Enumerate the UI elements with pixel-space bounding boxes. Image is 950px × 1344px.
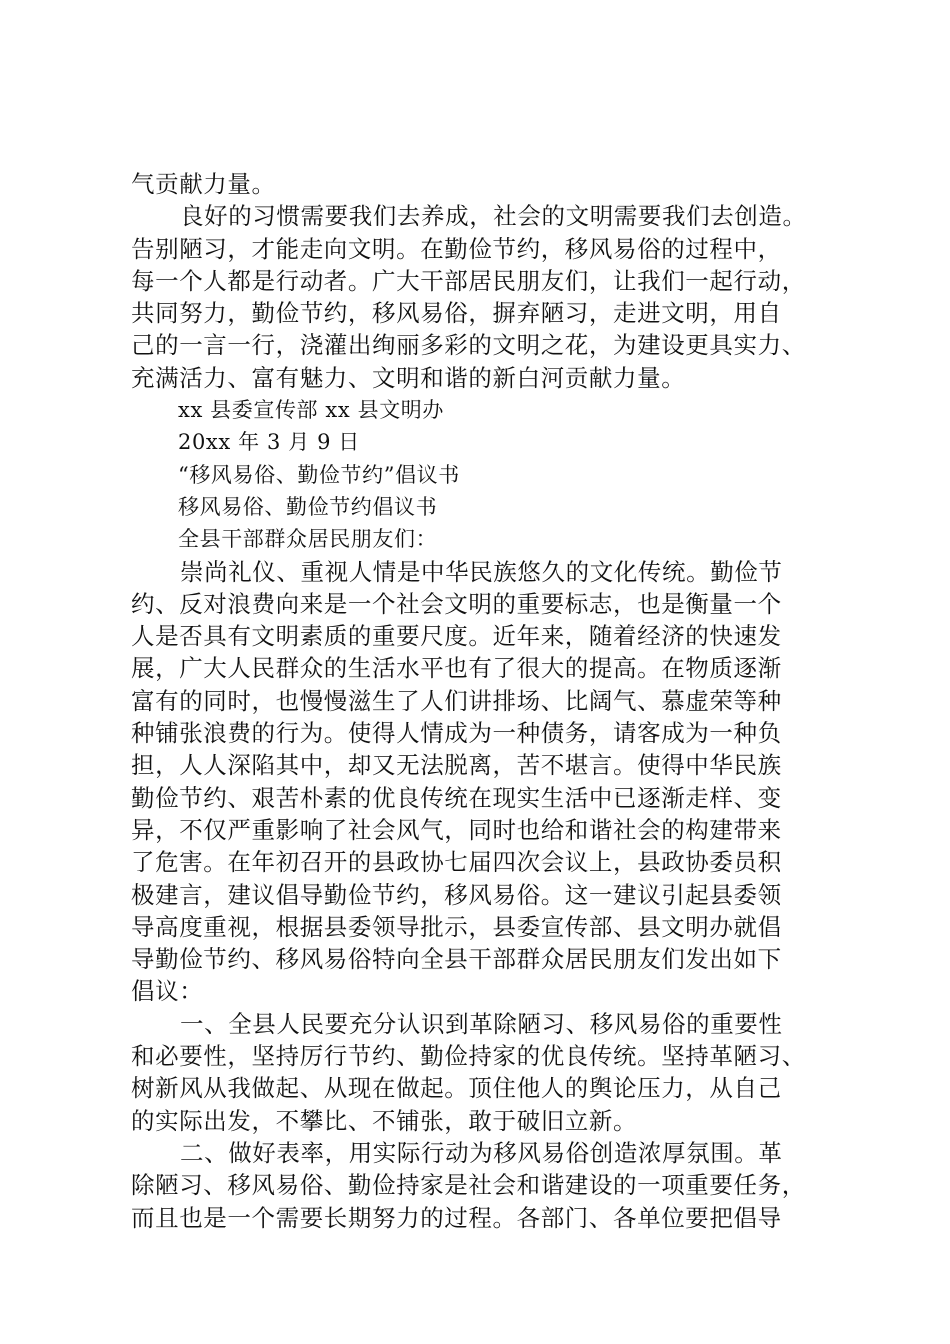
text-line: 的实际出发，不攀比、不铺张，敢于破旧立新。 bbox=[131, 1106, 638, 1135]
text-line: 人是否具有文明素质的重要尺度。近年来，随着经济的快速发 bbox=[131, 622, 782, 651]
text-line: 了危害。在年初召开的县政协七届四次会议上，县政协委员积 bbox=[131, 848, 782, 877]
text-line: 富有的同时，也慢慢滋生了人们讲排场、比阔气、慕虚荣等种 bbox=[131, 686, 782, 715]
text-line: 全县干部群众居民朋友们： bbox=[178, 527, 438, 552]
text-line: 和必要性，坚持厉行节约、勤俭持家的优良传统。坚持革陋习、 bbox=[131, 1042, 806, 1071]
text-line: 展，广大人民群众的生活水平也有了很大的提高。在物质逐渐 bbox=[131, 654, 782, 683]
text-line: 而且也是一个需要长期努力的过程。各部门、各单位要把倡导 bbox=[131, 1203, 782, 1232]
text-line: 充满活力、富有魅力、文明和谐的新白河贡献力量。 bbox=[131, 363, 686, 392]
text-line: 移风易俗、勤俭节约倡议书 bbox=[178, 494, 438, 519]
text-line: 倡议： bbox=[131, 977, 204, 1006]
text-line: 己的一言一行，浇灌出绚丽多彩的文明之花，为建设更具实力、 bbox=[131, 331, 806, 360]
text-line: 气贡献力量。 bbox=[131, 170, 276, 198]
text-line: “移风易俗、勤俭节约”倡议书 bbox=[178, 462, 460, 487]
text-line: 20xx 年 3 月 9 日 bbox=[178, 430, 360, 455]
text-line: 勤俭节约、艰苦朴素的优良传统在现实生活中已逐渐走样、变 bbox=[131, 783, 782, 812]
text-line: 异，不仅严重影响了社会风气，同时也给和谐社会的构建带来 bbox=[131, 815, 782, 844]
text-line: 种铺张浪费的行为。使得人情成为一种债务，请客成为一种负 bbox=[131, 719, 782, 748]
text-line: 崇尚礼仪、重视人情是中华民族悠久的文化传统。勤俭节 bbox=[180, 557, 783, 586]
text-line: 树新风从我做起、从现在做起。顶住他人的舆论压力，从自己 bbox=[131, 1074, 782, 1103]
text-line: 导高度重视，根据县委领导批示，县委宣传部、县文明办就倡 bbox=[131, 912, 782, 941]
text-line: 每一个人都是行动者。广大干部居民朋友们，让我们一起行动， bbox=[131, 266, 806, 295]
text-line: 告别陋习，才能走向文明。在勤俭节约，移风易俗的过程中， bbox=[131, 234, 782, 263]
text-line: 导勤俭节约、移风易俗特向全县干部群众居民朋友们发出如下 bbox=[131, 945, 782, 974]
text-line: 二、做好表率，用实际行动为移风易俗创造浓厚氛围。革 bbox=[180, 1138, 783, 1167]
text-line: 一、全县人民要充分认识到革除陋习、移风易俗的重要性 bbox=[180, 1009, 783, 1038]
text-line: xx 县委宣传部 xx 县文明办 bbox=[178, 398, 444, 423]
text-line: 极建言，建议倡导勤俭节约，移风易俗。这一建议引起县委领 bbox=[131, 880, 782, 909]
text-line: 共同努力，勤俭节约，移风易俗，摒弃陋习，走进文明，用自 bbox=[131, 299, 782, 328]
text-line: 良好的习惯需要我们去养成，社会的文明需要我们去创造。 bbox=[180, 202, 807, 231]
text-line: 约、反对浪费向来是一个社会文明的重要标志，也是衡量一个 bbox=[131, 589, 782, 618]
document-body bbox=[131, 168, 856, 1234]
text-line: 担，人人深陷其中，却又无法脱离，苦不堪言。使得中华民族 bbox=[131, 751, 782, 780]
text-line: 除陋习、移风易俗、勤俭持家是社会和谐建设的一项重要任务， bbox=[131, 1171, 806, 1200]
